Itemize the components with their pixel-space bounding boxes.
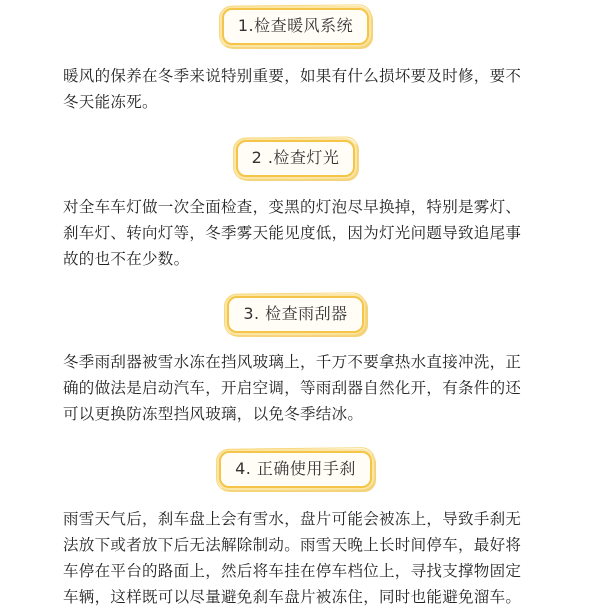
section-4-paragraph <box>63 506 533 610</box>
paragraph-line: 车辆，这样既可以尽量避免刹车盘片被冻住，同时也能避免溜车。 <box>63 588 522 606</box>
section-3-paragraph <box>63 349 533 427</box>
section-3-heading-wrap <box>0 296 591 333</box>
paragraph-line: 冬天能冻死。 <box>63 93 158 111</box>
paragraph-line: 确的做法是启动汽车，开启空调，等雨刮器自然化开，有条件的还 <box>63 379 522 397</box>
section-2-heading-wrap <box>0 140 591 177</box>
paragraph-line: 雨雪天气后，刹车盘上会有雪水，盘片可能会被冻上，导致手刹无 <box>63 510 522 528</box>
section-1-heading: 1.检查暖风系统 <box>222 8 369 45</box>
section-2-heading: 2 .检查灯光 <box>236 140 356 177</box>
paragraph-line: 可以更换防冻型挡风玻璃，以免冬季结冰。 <box>63 405 364 423</box>
section-1-paragraph <box>63 63 533 115</box>
paragraph-line: 故的也不在少数。 <box>63 250 190 268</box>
section-4-heading: 4. 正确使用手刹 <box>219 451 372 488</box>
paragraph-line: 对全车车灯做一次全面检查，变黑的灯泡尽早换掉，特别是雾灯、 <box>63 198 522 216</box>
paragraph-line: 法放下或者放下后无法解除制动。雨雪天晚上长时间停车，最好将 <box>63 536 522 554</box>
section-1-heading-wrap <box>0 8 591 45</box>
paragraph-line: 刹车灯、转向灯等，冬季雾天能见度低，因为灯光问题导致追尾事 <box>63 224 522 242</box>
section-4-heading-wrap <box>0 451 591 488</box>
section-2-paragraph <box>63 194 533 272</box>
paragraph-line: 车停在平台的路面上，然后将车挂在停车档位上，寻找支撑物固定 <box>63 562 522 580</box>
paragraph-line: 暖风的保养在冬季来说特别重要，如果有什么损坏要及时修，要不 <box>63 67 522 85</box>
paragraph-line: 冬季雨刮器被雪水冻在挡风玻璃上，千万不要拿热水直接冲洗，正 <box>63 353 522 371</box>
section-3-heading: 3. 检查雨刮器 <box>227 296 363 333</box>
